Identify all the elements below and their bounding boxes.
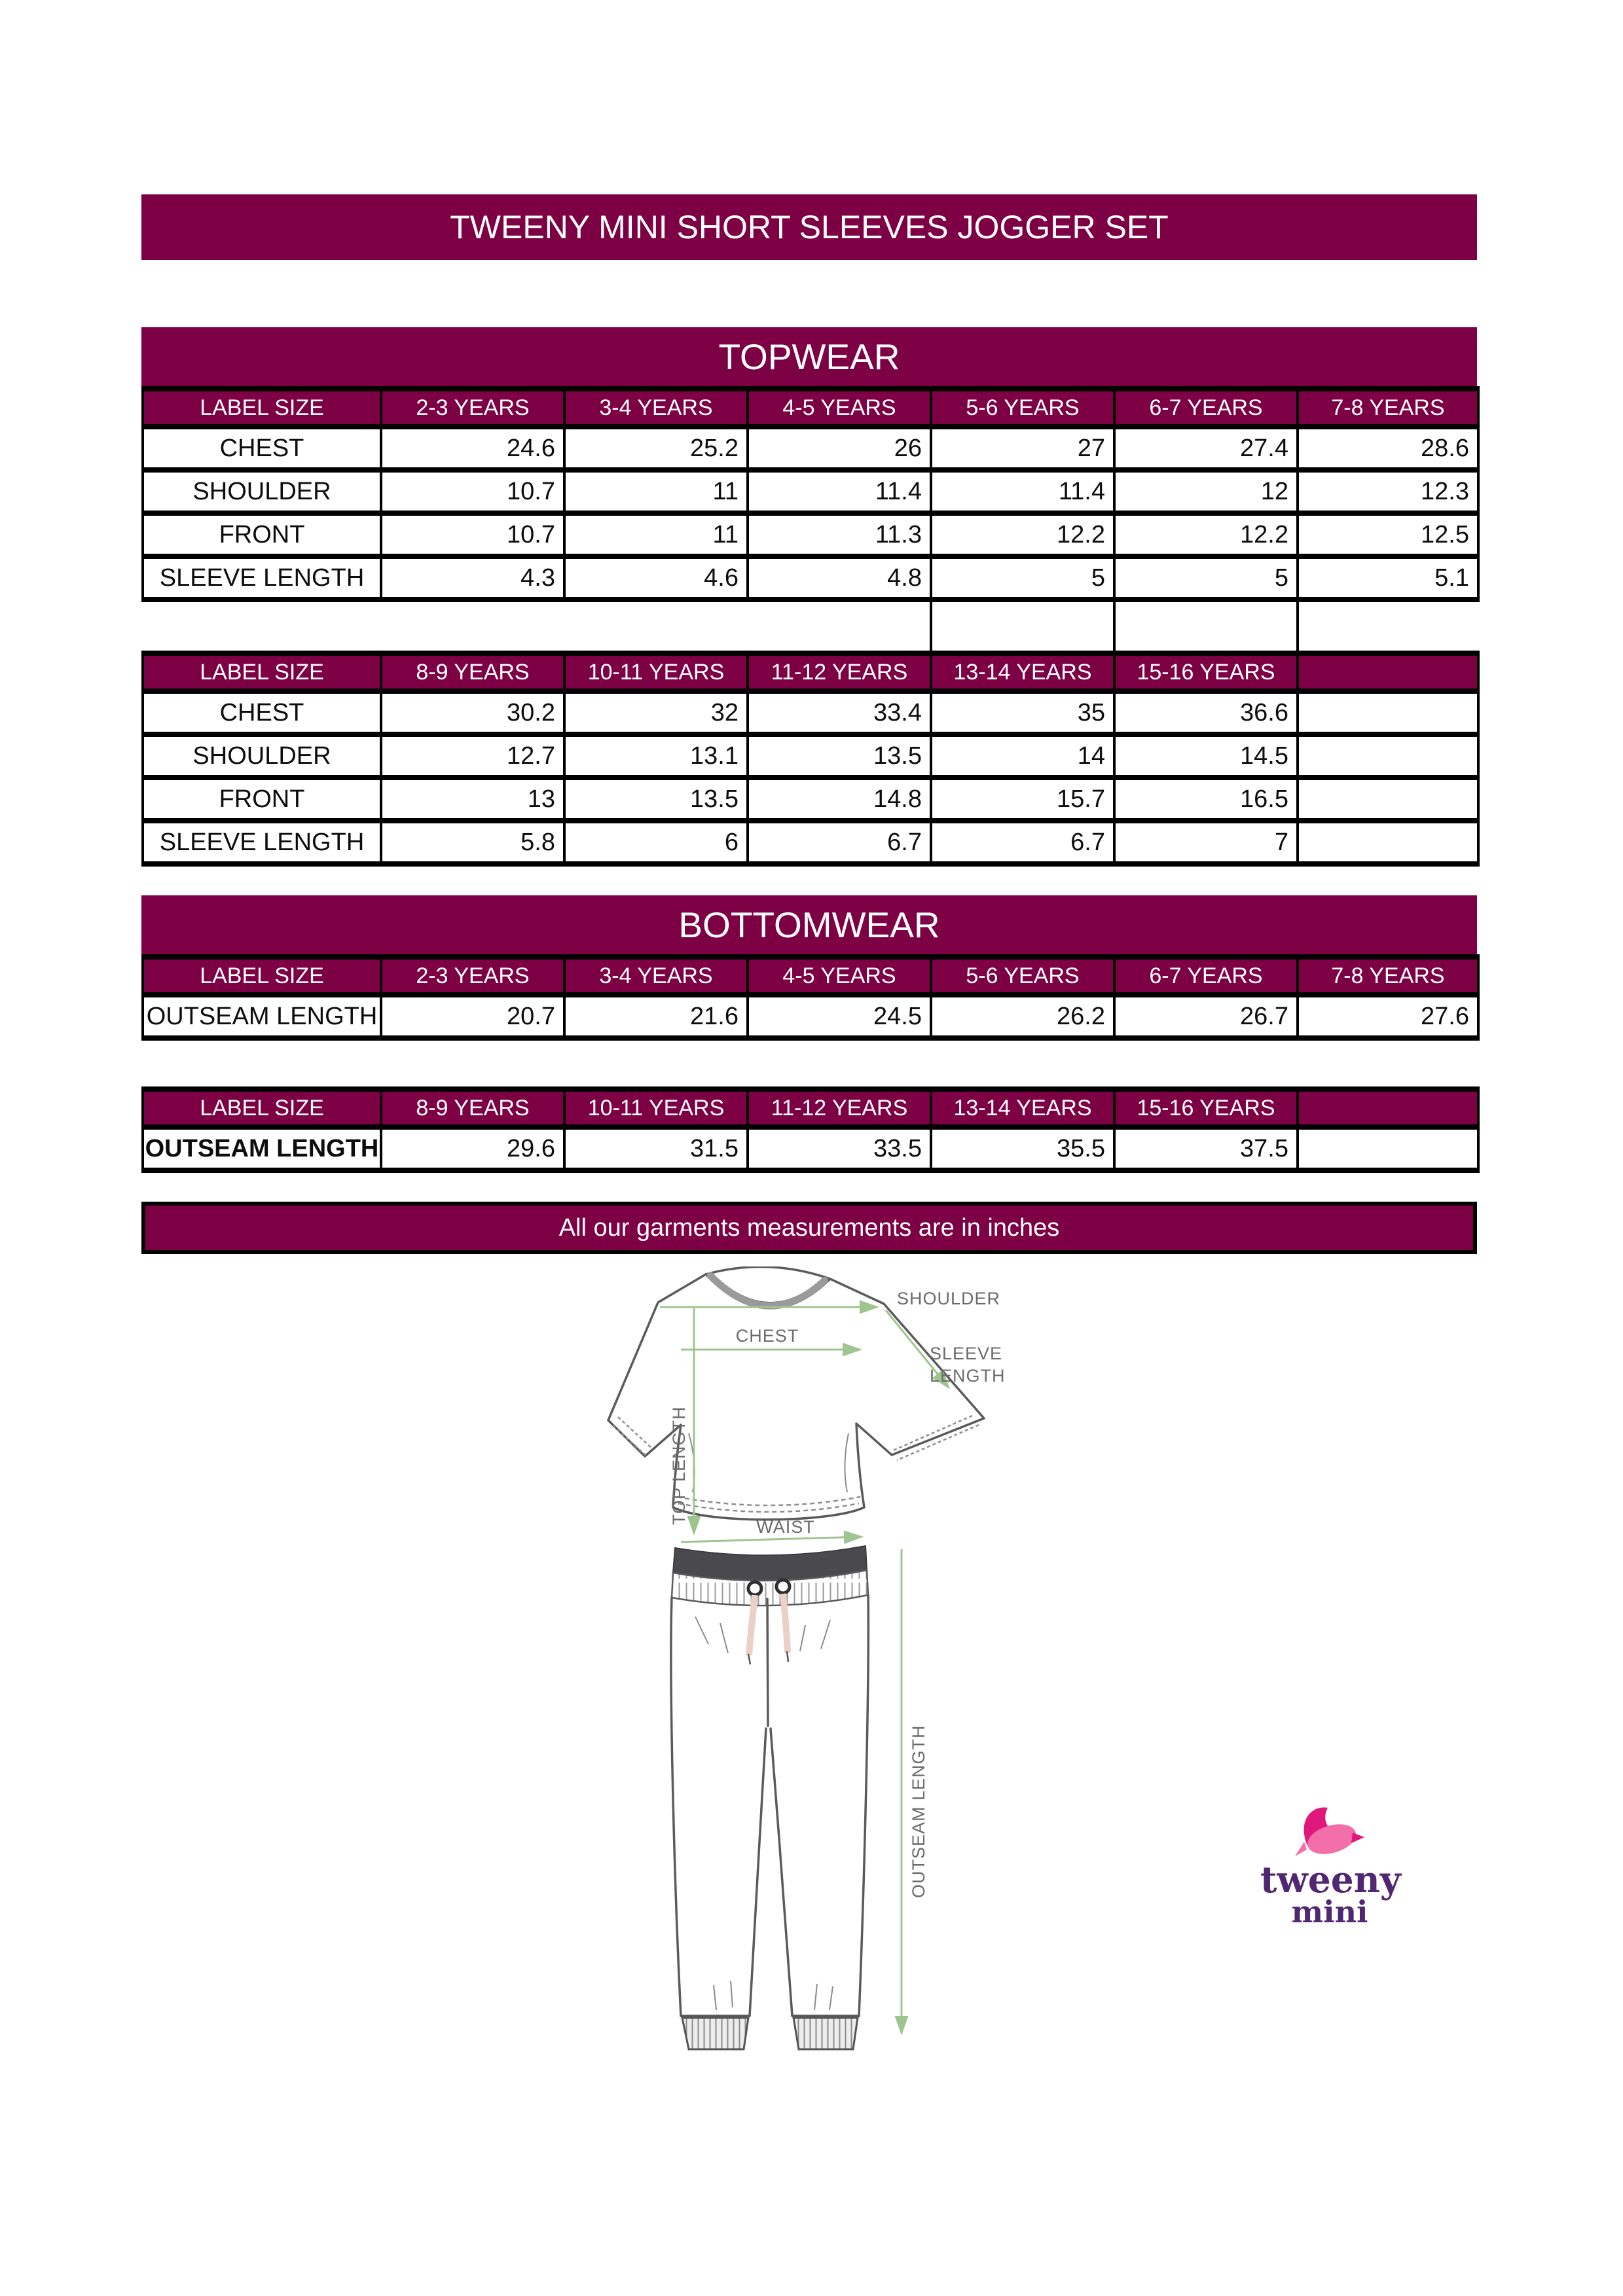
bottomwear-section: [141, 895, 1477, 1173]
value-cell: 11.4: [931, 470, 1114, 513]
gap-divider: [1296, 602, 1299, 651]
value-cell: 6.7: [931, 821, 1114, 864]
value-cell: 37.5: [1114, 1127, 1298, 1170]
value-cell: 32: [564, 691, 748, 734]
row-label: SLEEVE LENGTH: [143, 821, 381, 864]
waist-label: WAIST: [756, 1517, 815, 1537]
value-cell: 11: [564, 513, 748, 556]
header-cell: 7-8 YEARS: [1298, 957, 1478, 995]
row-label: SHOULDER: [143, 470, 381, 513]
table-row: [143, 556, 1478, 600]
header-cell: 6-7 YEARS: [1114, 389, 1298, 427]
value-cell: 27: [931, 427, 1114, 470]
top-length-label: TOP LENGTH: [669, 1406, 689, 1525]
shoulder-label: SHOULDER: [897, 1289, 1001, 1308]
value-cell: 24.5: [748, 995, 931, 1038]
header-cell: 11-12 YEARS: [748, 1089, 931, 1127]
sleeve-length-label-line1: SLEEVE: [930, 1344, 1003, 1363]
topwear-heading: [141, 327, 1477, 386]
value-cell: 27.6: [1298, 995, 1478, 1038]
value-cell: 5.8: [381, 821, 564, 864]
value-cell: 11.4: [748, 470, 931, 513]
value-cell: 35.5: [931, 1127, 1114, 1170]
table-row: [143, 427, 1478, 470]
value-cell: 13.5: [564, 778, 748, 821]
header-cell: 6-7 YEARS: [1114, 957, 1298, 995]
value-cell: 5: [1114, 556, 1298, 600]
row-label: SLEEVE LENGTH: [143, 556, 381, 600]
header-cell: 2-3 YEARS: [381, 957, 564, 995]
waist-arrow: [681, 1537, 862, 1542]
value-cell: [1298, 821, 1478, 864]
row-label: OUTSEAM LENGTH: [143, 1127, 381, 1170]
value-cell: 4.8: [748, 556, 931, 600]
header-cell: 2-3 YEARS: [381, 389, 564, 427]
value-cell: 5.1: [1298, 556, 1478, 600]
table-header-row: [143, 1089, 1478, 1127]
value-cell: 11: [564, 470, 748, 513]
value-cell: 16.5: [1114, 778, 1298, 821]
header-cell: 15-16 YEARS: [1114, 1089, 1298, 1127]
gap-divider: [1113, 602, 1116, 651]
value-cell: 13.5: [748, 734, 931, 778]
value-cell: 30.2: [381, 691, 564, 734]
value-cell: 29.6: [381, 1127, 564, 1170]
bottomwear-heading-text: BOTTOMWEAR: [678, 905, 940, 945]
value-cell: 26.7: [1114, 995, 1298, 1038]
topwear-table-younger: [141, 386, 1480, 602]
header-cell: 7-8 YEARS: [1298, 389, 1478, 427]
table-row: [143, 734, 1478, 778]
topwear-heading-text: TOPWEAR: [718, 336, 900, 377]
header-cell: [1298, 1089, 1478, 1127]
sleeve-length-label-line2: LENGTH: [930, 1366, 1006, 1386]
value-cell: 12: [1114, 470, 1298, 513]
value-cell: 14.5: [1114, 734, 1298, 778]
header-cell: LABEL SIZE: [143, 957, 381, 995]
value-cell: 28.6: [1298, 427, 1478, 470]
measurement-note-text: All our garments measurements are in inches: [558, 1213, 1060, 1242]
row-label: SHOULDER: [143, 734, 381, 778]
value-cell: 13.1: [564, 734, 748, 778]
table-header-row: [143, 957, 1478, 995]
value-cell: 12.3: [1298, 470, 1478, 513]
value-cell: 7: [1114, 821, 1298, 864]
drawstring-grommet: [776, 1580, 790, 1593]
value-cell: [1298, 691, 1478, 734]
header-cell: 15-16 YEARS: [1114, 653, 1298, 691]
header-cell: LABEL SIZE: [143, 1089, 381, 1127]
brand-name-line1: tweeny: [1260, 1858, 1401, 1901]
value-cell: 24.6: [381, 427, 564, 470]
value-cell: 5: [931, 556, 1114, 600]
table-gap: [141, 1041, 1477, 1086]
header-cell: 8-9 YEARS: [381, 1089, 564, 1127]
table-row: [143, 821, 1478, 864]
value-cell: 33.5: [748, 1127, 931, 1170]
value-cell: 26.2: [931, 995, 1114, 1038]
bottomwear-heading: [141, 895, 1477, 954]
value-cell: 14: [931, 734, 1114, 778]
header-cell: 8-9 YEARS: [381, 653, 564, 691]
row-label: FRONT: [143, 778, 381, 821]
table-row: [143, 691, 1478, 734]
jogger-cuff: [793, 2018, 858, 2049]
page-title: [141, 194, 1477, 260]
value-cell: 15.7: [931, 778, 1114, 821]
value-cell: 10.7: [381, 513, 564, 556]
value-cell: 36.6: [1114, 691, 1298, 734]
row-label: CHEST: [143, 427, 381, 470]
outseam-length-label: OUTSEAM LENGTH: [909, 1725, 928, 1898]
value-cell: 14.8: [748, 778, 931, 821]
bird-icon: [1287, 1801, 1372, 1861]
value-cell: 6.7: [748, 821, 931, 864]
table-row: [143, 995, 1478, 1038]
header-cell: 3-4 YEARS: [564, 957, 748, 995]
value-cell: [1298, 734, 1478, 778]
value-cell: [1298, 778, 1478, 821]
header-cell: 10-11 YEARS: [564, 1089, 748, 1127]
bottomwear-table-older: [141, 1086, 1480, 1173]
brand-name-line2: mini: [1291, 1894, 1368, 1930]
value-cell: 33.4: [748, 691, 931, 734]
value-cell: 26: [748, 427, 931, 470]
header-cell: [1298, 653, 1478, 691]
header-cell: 3-4 YEARS: [564, 389, 748, 427]
header-cell: 11-12 YEARS: [748, 653, 931, 691]
value-cell: 31.5: [564, 1127, 748, 1170]
header-cell: 13-14 YEARS: [931, 653, 1114, 691]
value-cell: 27.4: [1114, 427, 1298, 470]
topwear-section: [141, 327, 1477, 867]
table-row: [143, 513, 1478, 556]
row-label: FRONT: [143, 513, 381, 556]
header-cell: 5-6 YEARS: [931, 957, 1114, 995]
table-gap-row: [141, 602, 1477, 651]
drawstring: [783, 1594, 788, 1653]
table-header-row: [143, 389, 1478, 427]
drawstring-grommet: [748, 1582, 761, 1595]
value-cell: 10.7: [381, 470, 564, 513]
row-label: CHEST: [143, 691, 381, 734]
header-cell: 5-6 YEARS: [931, 389, 1114, 427]
table-row: [143, 1127, 1478, 1170]
garment-diagram-svg: [589, 1266, 1015, 2058]
value-cell: 12.5: [1298, 513, 1478, 556]
jogger-cuff: [682, 2018, 748, 2049]
garment-measurement-diagram: [589, 1266, 1015, 2058]
topwear-table-older: [141, 651, 1480, 867]
value-cell: 13: [381, 778, 564, 821]
value-cell: 25.2: [564, 427, 748, 470]
header-cell: 4-5 YEARS: [748, 389, 931, 427]
measurement-note: [141, 1202, 1477, 1254]
jogger-drawing: [671, 1546, 868, 2049]
value-cell: 4.6: [564, 556, 748, 600]
header-cell: LABEL SIZE: [143, 653, 381, 691]
bottomwear-table-younger: [141, 954, 1480, 1041]
value-cell: 6: [564, 821, 748, 864]
table-header-row: [143, 653, 1478, 691]
value-cell: 20.7: [381, 995, 564, 1038]
chest-label: CHEST: [735, 1326, 799, 1346]
header-cell: LABEL SIZE: [143, 389, 381, 427]
value-cell: 12.2: [1114, 513, 1298, 556]
value-cell: 4.3: [381, 556, 564, 600]
header-cell: 4-5 YEARS: [748, 957, 931, 995]
header-cell: 13-14 YEARS: [931, 1089, 1114, 1127]
value-cell: 21.6: [564, 995, 748, 1038]
brand-logo: [1260, 1801, 1401, 1930]
table-row: [143, 778, 1478, 821]
value-cell: 11.3: [748, 513, 931, 556]
row-label: OUTSEAM LENGTH: [143, 995, 381, 1038]
value-cell: 35: [931, 691, 1114, 734]
gap-divider: [930, 602, 932, 651]
value-cell: 12.2: [931, 513, 1114, 556]
page-title-text: TWEENY MINI SHORT SLEEVES JOGGER SET: [450, 209, 1169, 245]
header-cell: 10-11 YEARS: [564, 653, 748, 691]
value-cell: 12.7: [381, 734, 564, 778]
table-row: [143, 470, 1478, 513]
value-cell: [1298, 1127, 1478, 1170]
